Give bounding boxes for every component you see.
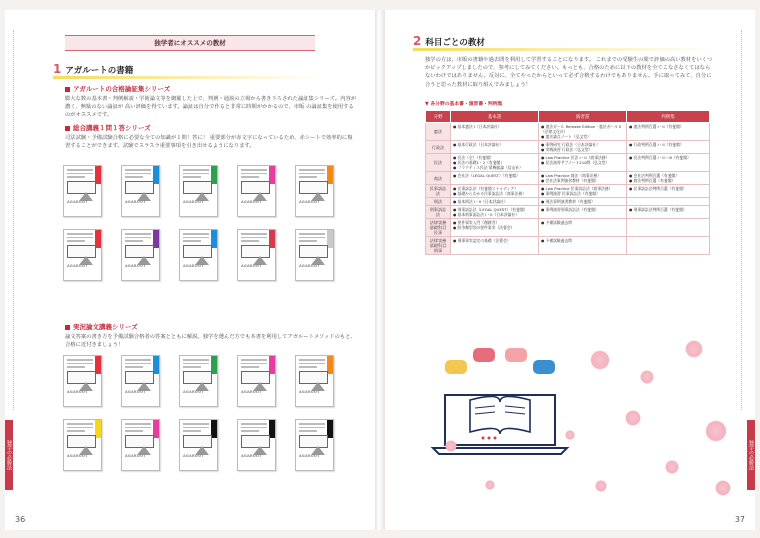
margin-rule-left xyxy=(13,30,20,410)
series2-heading: 総合講義１問１答シリーズ xyxy=(65,123,151,132)
section-title: アガルートの書籍 xyxy=(65,66,134,76)
cell-exercise: ● 予備試験過去問 xyxy=(539,237,627,255)
cell-exercise: ● 憲法ガール Remake Edition・憲法ガール II（法律文化社） ● 憲法論点ノート（弘文堂） xyxy=(539,123,627,141)
blossom-petal xyxy=(590,350,610,370)
speech-bubble xyxy=(445,360,467,374)
speech-bubble xyxy=(533,360,555,374)
table-row xyxy=(426,219,710,237)
series2-text: 司法試験・予備試験合格に必要な全ての知識が１問！答に！ 重要部分が赤文字になっているため、赤シートで効率的に復習することができます。試験でスラスラ重要事項を引き出せるようになります。 xyxy=(65,135,353,150)
book-cover xyxy=(237,229,276,281)
book-logo: AGAROOT xyxy=(67,200,88,204)
cell-basic: ● 基本刑法 I・II（日本評論社） xyxy=(451,198,539,206)
book-logo: AGAROOT xyxy=(241,454,262,458)
series1-heading: アガルートの合格論証集シリーズ xyxy=(65,84,170,93)
page-number-left: 36 xyxy=(15,515,26,524)
cell-cat: 刑事訴訟法 xyxy=(426,206,451,219)
blossom-petal xyxy=(705,420,727,442)
cell-cases xyxy=(627,219,710,237)
cell-basic: ● 民事訴訟法（有斐閣ストゥディア） ● 基礎からわかる民事訴訟法（商事法務） xyxy=(451,185,539,198)
table-row xyxy=(426,206,710,219)
materials-table xyxy=(425,110,710,255)
book-logo: AGAROOT xyxy=(299,200,320,204)
series1-text: 膨大な数の基本書・判例解説・学術論文等を網羅した上で、判例・通説の立場から書き下ろされた論証集シリーズ。内容が濃く、無駄のない論証が 高い評価を得ています。論証は自分で作ると非常に時間がかかるので、市販 の論証集を使用するのがオススメです。 xyxy=(65,96,357,119)
section-number: 2 xyxy=(413,34,422,48)
cell-exercise: ● Law Practice 商法（商事法務） ● 会社法事例演習教材（有斐閣） xyxy=(539,172,627,185)
cell-cases: ● 民事訴訟法判例百選（有斐閣） xyxy=(627,185,710,198)
book-cover xyxy=(295,419,334,471)
book-cover xyxy=(63,355,102,407)
book-logo: AGAROOT xyxy=(241,264,262,268)
table-row xyxy=(426,198,710,206)
book-logo: AGAROOT xyxy=(183,200,204,204)
book-cover xyxy=(179,355,218,407)
book-cover xyxy=(179,165,218,217)
blossom-petal xyxy=(685,340,703,358)
book-cover xyxy=(295,165,334,217)
cell-exercise: ● 予備試験過去問 xyxy=(539,219,627,237)
table-row xyxy=(426,237,710,255)
book-cover xyxy=(237,355,276,407)
book-cover xyxy=(179,229,218,281)
col-header: 基本書 xyxy=(451,111,539,123)
cell-exercise: ● 事例演習刑事訴訟法（有斐閣） xyxy=(539,206,627,219)
book-cover xyxy=(63,229,102,281)
cell-cat: 商法 xyxy=(426,172,451,185)
spine-gutter xyxy=(375,10,385,530)
right-page xyxy=(385,10,755,530)
book-cover xyxy=(63,165,102,217)
blossom-petal xyxy=(485,480,495,490)
cell-cases: ● 刑事訴訟法判例百選（有斐閣） xyxy=(627,206,710,219)
table-row xyxy=(426,141,710,154)
book-cover xyxy=(295,229,334,281)
book-logo: AGAROOT xyxy=(67,264,88,268)
series3-heading: 実況論文講義シリーズ xyxy=(65,322,138,331)
blossom-petal xyxy=(625,410,641,426)
page-header: 独学者にオススメの教材 xyxy=(65,35,315,51)
table-row xyxy=(426,185,710,198)
cell-basic: ● 基本憲法 I（日本評論社） xyxy=(451,123,539,141)
table-header-row xyxy=(426,111,710,123)
intro-text: 独学の方は、市販の書籍や過去問を利用して学習することになります。 これまでの受験生の間で評価の高い教材をいくつかピックアップしましたので、参考にしてみてください。もっとも、合格のために以下の教材を全てこなさなくてはならないわけではありません。反対に、全てやったからといって必ず合格するわけでもありません。手に取ってみて、自分に合うと思った教材に取り組んでみましょう！ xyxy=(425,57,713,88)
table-title: ▼ 各分野の基本書・演習書・判例集 xyxy=(425,102,503,107)
cell-basic: ● 刑事訴訟法（LEGAL QUEST）（有斐閣） ● 基本刑事訴訟法 I・II（日本評論社） xyxy=(451,206,539,219)
cell-cases: ● 会社法判例百選（有斐閣） ● 商法判例百選（有斐閣） xyxy=(627,172,710,185)
cell-cases xyxy=(627,198,710,206)
book-cover xyxy=(121,355,160,407)
margin-rule-right xyxy=(741,30,748,410)
book-logo: AGAROOT xyxy=(67,390,88,394)
cell-basic: ● 要件事実入門（創耕舎） ● 紛争類型別の要件事実（法曹会） xyxy=(451,219,539,237)
book-logo: AGAROOT xyxy=(125,264,146,268)
book-logo: AGAROOT xyxy=(299,264,320,268)
heading-underline xyxy=(413,48,713,51)
book-logo: AGAROOT xyxy=(125,454,146,458)
cell-exercise: ● 刑法事例演習教材（有斐閣） xyxy=(539,198,627,206)
book-cover xyxy=(63,419,102,471)
book-logo: AGAROOT xyxy=(241,200,262,204)
book-cover xyxy=(121,229,160,281)
table-row xyxy=(426,172,710,185)
cell-exercise: ● 事例研究 行政法（日本評論社） ● 実戦演習 行政法（弘文堂） xyxy=(539,141,627,154)
section-number: 1 xyxy=(53,62,62,76)
col-header: 分野 xyxy=(426,111,451,123)
open-book-icon xyxy=(470,396,530,434)
book-logo: AGAROOT xyxy=(183,390,204,394)
page-number-right: 37 xyxy=(734,515,745,524)
table-row xyxy=(426,123,710,141)
blossom-petal xyxy=(640,370,654,384)
cell-exercise: ● Law Practice 民事訴訟法（商事法務） ● 事例演習 民事訴訟法（有斐閣） xyxy=(539,185,627,198)
book-cover xyxy=(237,419,276,471)
cell-cases xyxy=(627,237,710,255)
cell-basic: ● 基本行政法（日本評論社） xyxy=(451,141,539,154)
cell-cases: ● 行政判例百選 I・II（有斐閣） xyxy=(627,141,710,154)
book-cover xyxy=(121,419,160,471)
book-logo: AGAROOT xyxy=(125,200,146,204)
book-logo: AGAROOT xyxy=(67,454,88,458)
book-logo: AGAROOT xyxy=(183,264,204,268)
section-heading-1 xyxy=(53,62,133,76)
book-cover xyxy=(237,165,276,217)
cell-cat: 民法 xyxy=(426,154,451,172)
table-row xyxy=(426,154,710,172)
book-cover xyxy=(179,419,218,471)
book-cover xyxy=(295,355,334,407)
cell-cat: 法律実務基礎科目 刑事 xyxy=(426,237,451,255)
blossom-petal xyxy=(715,480,731,496)
blossom-petal xyxy=(565,430,575,440)
section-heading-2 xyxy=(413,34,485,48)
side-tab-right: 独学の必勝法 xyxy=(747,420,755,490)
cell-cat: 民事訴訟法 xyxy=(426,185,451,198)
book-logo: AGAROOT xyxy=(183,454,204,458)
speech-bubble xyxy=(505,348,527,362)
left-page xyxy=(5,10,375,530)
series3-text: 論文答案の書き方を予備試験合格者の答案とともに解説。独学を選んだ方でも本書を利用してアガルートメソッドのもと、合格に近付きましょう！ xyxy=(65,334,356,349)
col-header: 演習書 xyxy=(539,111,627,123)
cell-cat: 行政法 xyxy=(426,141,451,154)
book-logo: AGAROOT xyxy=(125,390,146,394)
blossom-petal xyxy=(595,480,607,492)
cell-cat: 法律実務基礎科目 民事 xyxy=(426,219,451,237)
side-tab-left: 独学の必勝法 xyxy=(5,420,13,490)
blossom-petal xyxy=(665,460,679,474)
col-header: 判例集 xyxy=(627,111,710,123)
book-cover xyxy=(121,165,160,217)
cell-cat: 刑法 xyxy=(426,198,451,206)
cell-basic: ● 会社法（LEGAL QUEST）（有斐閣） xyxy=(451,172,539,185)
cell-cases: ● 民法判例百選 I・II・III（有斐閣） xyxy=(627,154,710,172)
cell-basic: ● 刑事事実認定の基礎（法曹会） xyxy=(451,237,539,255)
cell-basic: ● 民法（全）（有斐閣） ● 民法の基礎1・2（有斐閣） ● プラクティス民法 債権総論（信山社） xyxy=(451,154,539,172)
section-title: 科目ごとの教材 xyxy=(425,38,485,48)
blossom-petal xyxy=(445,440,457,452)
book-logo: AGAROOT xyxy=(241,390,262,394)
book-logo: AGAROOT xyxy=(299,454,320,458)
heading-underline xyxy=(53,76,323,79)
cell-cases: ● 憲法判例百選 I・II（有斐閣） xyxy=(627,123,710,141)
cell-cat: 憲法 xyxy=(426,123,451,141)
cell-exercise: ● Law Practice 民法 I・II（商事法務） ● 民法演習サブノート210問（弘文堂） xyxy=(539,154,627,172)
book-logo: AGAROOT xyxy=(299,390,320,394)
speech-bubble xyxy=(473,348,495,362)
